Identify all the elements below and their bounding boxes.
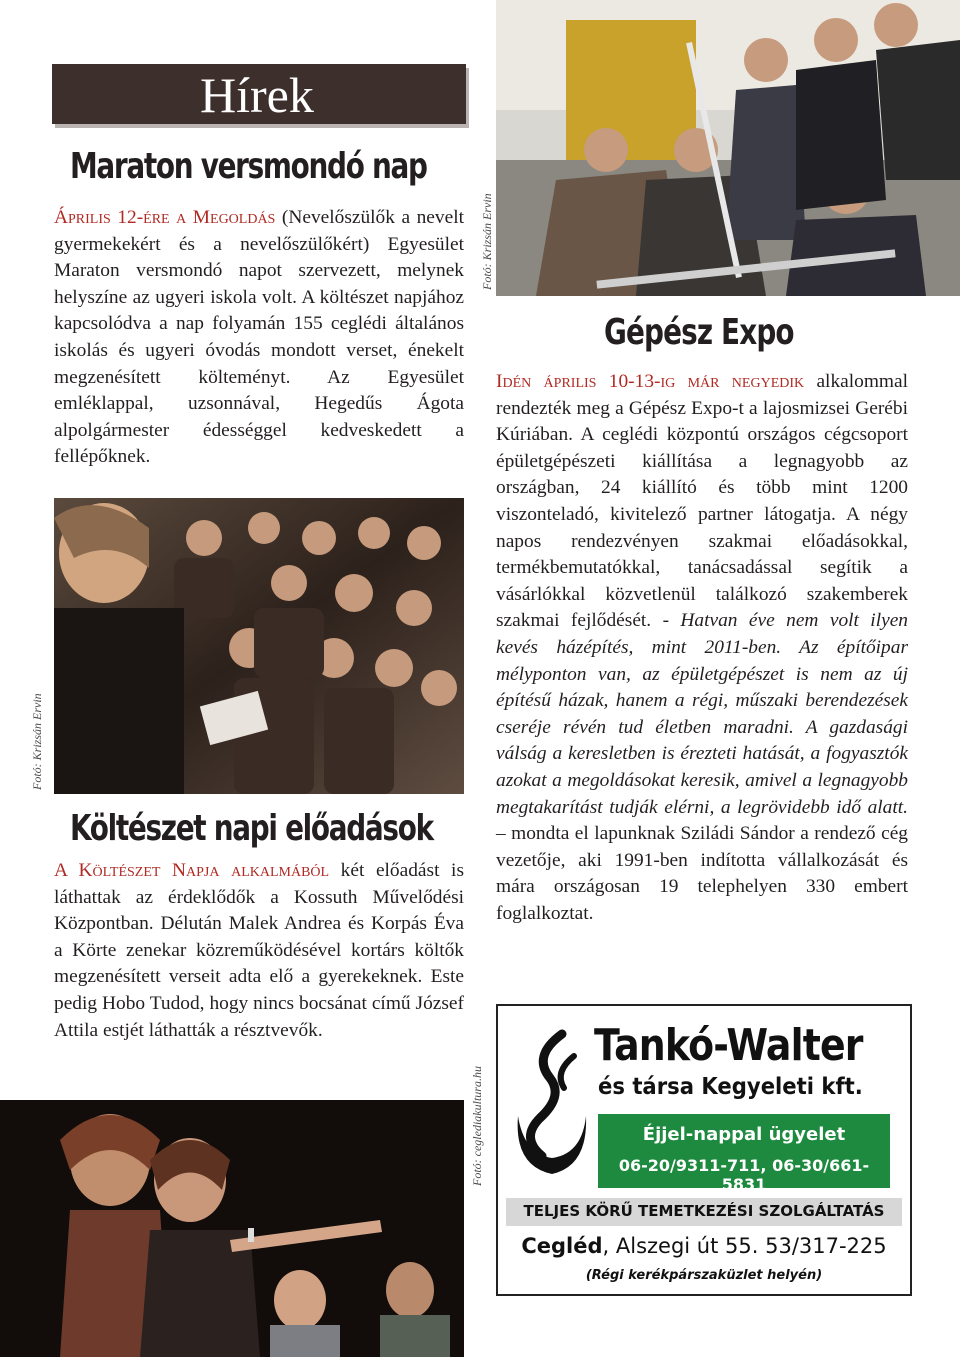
ad-service-box [598, 1114, 890, 1194]
ad-note: (Régi kerékpárszaküzlet helyén) [585, 1268, 823, 1283]
ad-service-bar [506, 1198, 902, 1226]
article-title-koltes: Költészet napi előadások [70, 808, 433, 849]
ad-service-line1: Éjjel-nappal ügyelet [642, 1124, 846, 1145]
photo-recital-image [54, 498, 464, 794]
ad-address-rest: , Alszegi út 55. 53/317-225 [602, 1234, 887, 1258]
ad-logo-icon [512, 1026, 592, 1186]
ad-city: Cegléd [521, 1234, 603, 1258]
article-lead-gepesz: Idén április 10-13-ig már negyedik [496, 371, 805, 392]
ad-brand: Tankó-Walter [594, 1020, 863, 1071]
article-text-gepesz: alkalommal rendezték meg a Gépész Expo-t a lajosmizsei Gerébi Kúriában. A ceglédi központú országos cégcsoport épületgépészeti kiállítása a legnagyobb az országban, 24 kiállító és több mint 1200 viszonteladó, kivitelező partner látogatja. A négy napos rendezvényen szakmai előadásokkal, termékbemutatókkal, tanácsadással segítik a vásárlókkal közvetlenül találkozó szakemberek szakmai fejlődését. [496, 371, 908, 632]
ad-service-bar-text: TELJES KÖRŰ TEMETKEZÉSI SZOLGÁLTATÁS [523, 1202, 885, 1220]
article-title-gepesz: Gépész Expo [604, 312, 794, 353]
photo-concert [0, 1100, 464, 1357]
article-body-koltes [54, 858, 464, 1044]
photo-concert-image [0, 1100, 464, 1357]
article-quote-gepesz: - Hatvan éve nem volt ilyen kevés házépítés, mint 2011-ben. Az építőipar mélyponton van, az épületgépészet is nem az új építésű házak, hanem a régi, műszaki berendezések cseréje révén tud életben maradni. A gazdasági válság a keresletben is érezteti hatását, a fogyasztók azokat a megoldásokat keresik, amivel a legnagyobb megtakarítást tudják elérni, a legrövidebb idő alatt. [496, 610, 908, 818]
article-lead-maraton: Április 12-ére a Megoldás [54, 207, 276, 228]
photo-credit-2: Fotó: Krizsán Ervin [480, 193, 494, 290]
ad-brand-sub: és társa Kegyeleti kft. [598, 1074, 863, 1100]
article-body-gepesz [496, 369, 908, 927]
article-title-maraton: Maraton versmondó nap [70, 146, 427, 187]
photo-recital [54, 498, 464, 794]
photo-expo [496, 0, 960, 296]
photo-credit-1: Fotó: Krizsán Ervin [30, 693, 44, 790]
section-title: Hírek [200, 67, 314, 123]
article-lead-koltes: A Költészet Napja alkalmából [54, 860, 330, 881]
ad-address [498, 1234, 910, 1258]
article-text-maraton: (Nevelőszülők a nevelt gyermekekért és a nevelőszülőkért) Egyesület Maraton versmondó napot szervezett, melynek helyszíne az ugyeri iskola volt. A költészet napjához kapcsolódva a nap folyamán 155 ceglédi általános iskolás és ugyeri óvodás mondott verset, énekelt megzenésített költeményt. Az Egyesület emléklappal, uzsonnával, Hegedűs Ágota alpolgármester édességgel kedveskedett a fellépőknek. [54, 207, 464, 468]
article-body-maraton [54, 205, 464, 471]
article-tail-gepesz: – mondta el lapunknak Sziládi Sándor a rendező cég vezetője, aki 1991-ben indította vállalkozását és mára országosan 19 telephelyen 330 embert foglalkoztat. [496, 823, 908, 924]
photo-expo-image [496, 0, 960, 296]
ad-phone-numbers: 06-20/9311-711, 06-30/661-5831 [618, 1156, 870, 1194]
advertisement [496, 1004, 912, 1296]
photo-credit-3: Fotó: ceglediakultura.hu [470, 1066, 484, 1186]
article-text-koltes: két előadást is láthattak az érdeklődők a Kossuth Művelődési Központban. Délután Malek Andrea és Korpás Éva a Körte zenekar közreműködésével kortárs költők megzenésített verseit adta elő a gyerekeknek. Este pedig Hobo Tudod, hogy nincs bocsánat című József Attila estjét láthatták a résztvevők. [54, 860, 464, 1041]
section-header [52, 64, 466, 124]
